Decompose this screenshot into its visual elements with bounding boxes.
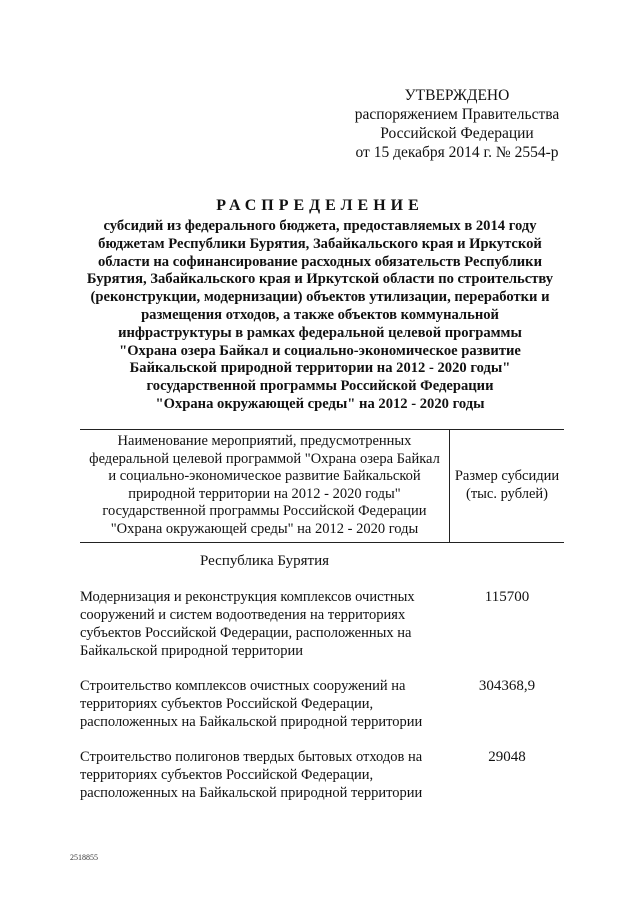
approval-line: от 15 декабря 2014 г. № 2554-р	[355, 144, 559, 161]
table-header	[80, 429, 564, 543]
activity-line: Модернизация и реконструкция комплексов очистных	[80, 589, 415, 605]
activity-line: территориях субъектов Российской Федерации,	[80, 767, 374, 783]
subtitle-line: (реконструкции, модернизации) объектов утилизации, переработки и	[90, 289, 550, 306]
subtitle-line: "Охрана озера Байкал и социально-экономическое развитие	[119, 342, 521, 359]
header-line: Наименование мероприятий, предусмотренных	[117, 433, 412, 449]
subtitle-line: области на софинансирование расходных обязательств Республики	[97, 253, 543, 270]
activity-name	[80, 588, 449, 660]
subtitle-line: "Охрана окружающей среды" на 2012 - 2020 годы	[155, 395, 485, 412]
subtitle-line: размещения отходов, а также объектов коммунальной	[141, 306, 499, 323]
subtitle-line: инфраструктуры в рамках федеральной целевой программы	[118, 324, 522, 341]
approval-line: УТВЕРЖДЕНО	[404, 87, 510, 104]
header-amount-column	[450, 468, 564, 503]
activity-line: Строительство комплексов очистных сооружений на	[80, 678, 406, 694]
document-subtitle	[60, 218, 580, 414]
activity-line: территориях субъектов Российской Федерации,	[80, 696, 374, 712]
header-line: Размер субсидии	[454, 468, 560, 484]
subtitle-line: бюджетам Республики Бурятия, Забайкальского края и Иркутской	[98, 235, 542, 252]
approval-line: Российской Федерации	[380, 125, 534, 142]
header-line: "Охрана окружающей среды" на 2012 - 2020 годы	[110, 520, 419, 537]
header-activity-column	[80, 433, 449, 539]
activity-line: Байкальской природной территории	[80, 643, 303, 659]
header-line: федеральной целевой программой "Охрана озера Байкал	[89, 450, 440, 467]
subsidy-amount: 29048	[488, 749, 526, 765]
activity-line: сооружений и систем водоотведения на территориях	[80, 607, 406, 623]
activity-line: расположенных на Байкальской природной территории	[80, 714, 423, 730]
header-line: природной территории на 2012 - 2020 годы"	[128, 485, 401, 502]
header-line: (тыс. рублей)	[466, 485, 548, 502]
activity-line: Строительство полигонов твердых бытовых отходов на	[80, 749, 423, 765]
region-heading: Республика Бурятия	[199, 553, 330, 569]
subtitle-line: государственной программы Российской Федерации	[146, 378, 494, 395]
document-title: РАСПРЕДЕЛЕНИЕ	[216, 197, 424, 214]
subtitle-line: Бурятия, Забайкальского края и Иркутской области по строительству	[86, 271, 554, 288]
document-code: 2518855	[70, 853, 98, 862]
activity-name	[80, 748, 449, 802]
approval-stamp	[330, 86, 584, 162]
subsidy-amount: 304368,9	[478, 678, 536, 694]
subsidy-amount: 115700	[484, 589, 530, 605]
approval-line: распоряжением Правительства	[354, 106, 560, 123]
subtitle-line: Байкальской природной территории на 2012 - 2020 годы"	[129, 360, 511, 377]
header-line: государственной программы Российской Федерации	[102, 503, 427, 520]
header-line: и социально-экономическое развитие Байкальской	[108, 468, 421, 485]
subtitle-line: субсидий из федерального бюджета, предоставляемых в 2014 году	[103, 218, 537, 234]
activity-line: расположенных на Байкальской природной территории	[80, 785, 423, 801]
activity-line: субъектов Российской Федерации, расположенных на	[80, 625, 412, 641]
activity-name	[80, 677, 449, 731]
